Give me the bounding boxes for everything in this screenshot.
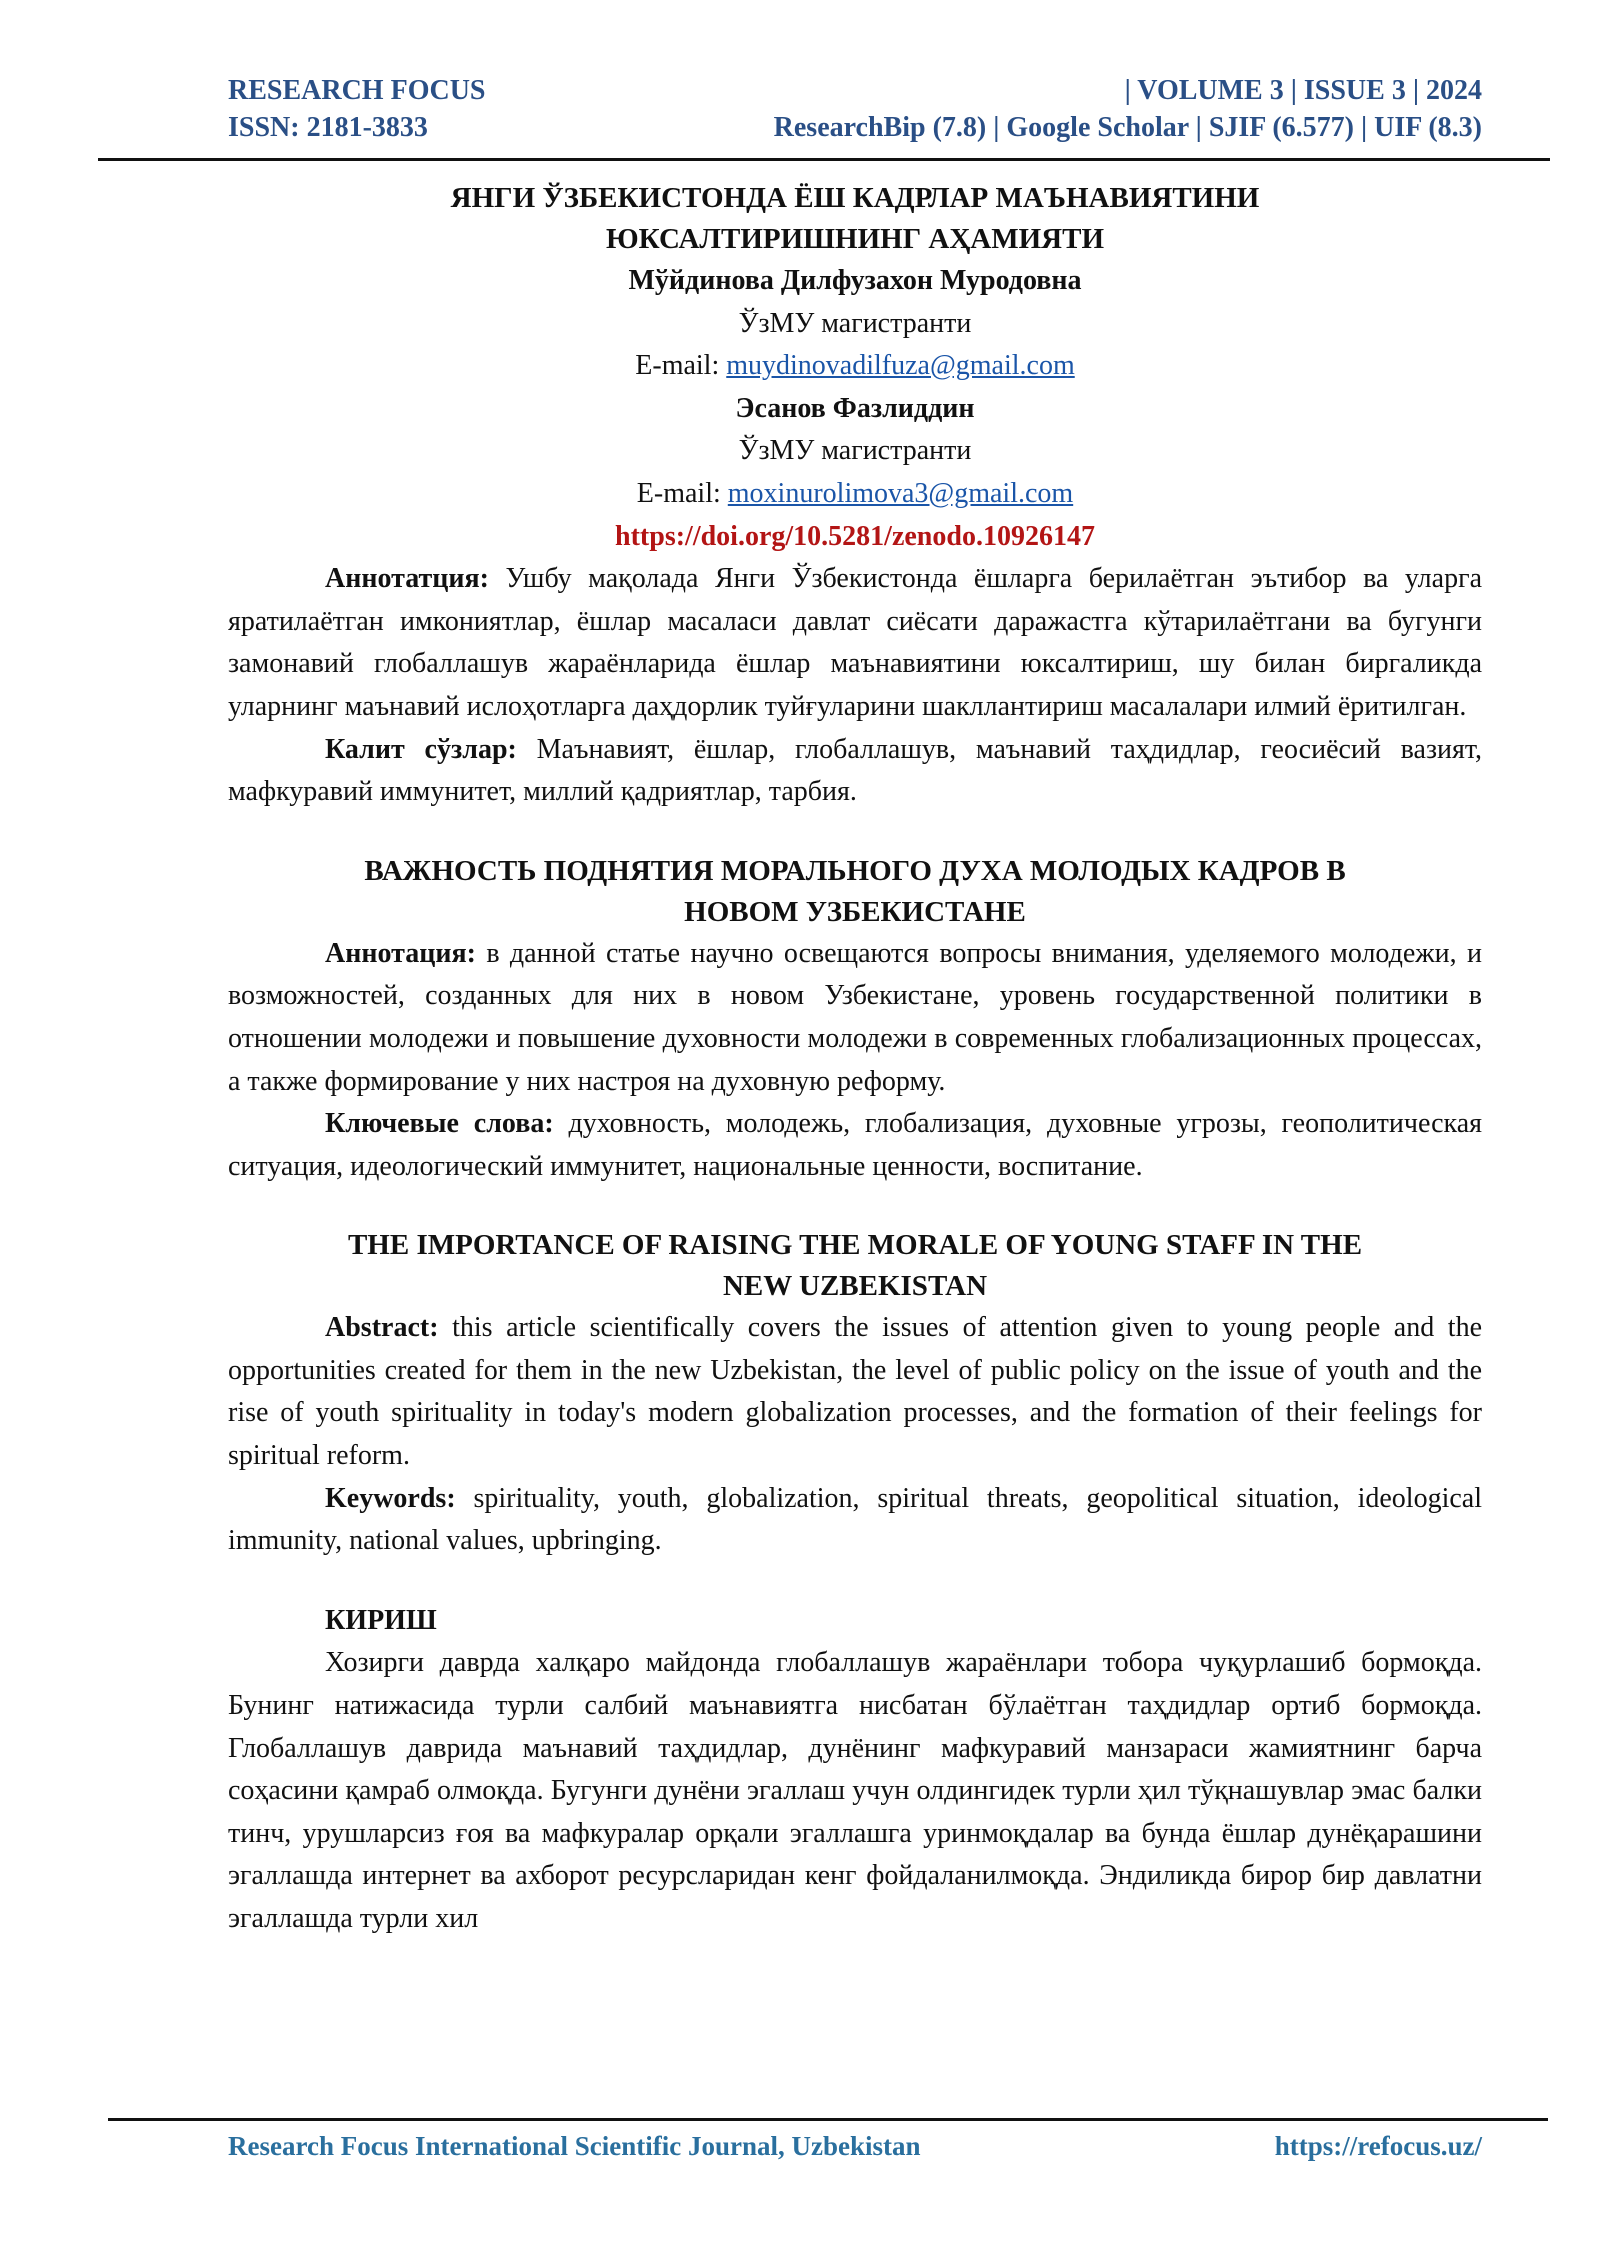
uz-abstract-label: Аннотатция: — [325, 563, 489, 595]
en-abstract-label: Abstract: — [325, 1312, 439, 1344]
ru-title-line-2: НОВОМ УЗБЕКИСТАНЕ — [684, 895, 1026, 928]
en-abstract — [228, 1307, 1482, 1477]
running-footer — [228, 2131, 1482, 2162]
author-name: Эсанов Фазлиддин — [735, 392, 975, 424]
ru-title — [228, 851, 1482, 933]
en-keywords — [228, 1478, 1482, 1563]
en-abstract-text: this article scientifically covers the issues of attention given to young people and the opportunities created for them in the new Uzbekistan, the level of public policy on the issue of youth and the rise of youth spirituality in today's modern globalization processes, and the formation of their feelings for spiritual reform. — [228, 1312, 1482, 1472]
header-divider — [98, 158, 1550, 161]
author-affiliation: ЎзМУ магистранти — [738, 435, 972, 467]
footer-divider — [108, 2118, 1548, 2121]
uz-keywords-label: Калит сўзлар: — [325, 733, 517, 765]
uz-abstract-text: Ушбу мақолада Янги Ўзбекистонда ёшларга берилаётган эътибор ва уларга яратилаётган имкониятлар, ёшлар масаласи давлат сиёсати даражастга кўтарилаётгани ва бугунги замонавий глобаллашув жараёнларида ёшлар маънавиятини юксалтириш, шу билан биргаликда уларнинг маънавий ислоҳотларга даҳдорлик туйғуларини шакллантириш масалалари илмий ёритилган. — [228, 563, 1482, 722]
running-header — [228, 72, 1482, 146]
author-name: Мўйдинова Дилфузахон Муродовна — [628, 265, 1082, 296]
email-label: E-mail: — [635, 350, 727, 382]
email-label: E-mail: — [636, 477, 728, 509]
author-email-line — [228, 345, 1482, 388]
ru-keywords — [228, 1103, 1482, 1188]
footer-url[interactable]: https://refocus.uz/ — [1274, 2131, 1482, 2161]
uz-keywords — [228, 729, 1482, 814]
en-keywords-label: Keywords: — [325, 1482, 456, 1514]
journal-name: RESEARCH FOCUS — [228, 75, 486, 106]
ru-title-line-1: ВАЖНОСТЬ ПОДНЯТИЯ МОРАЛЬНОГО ДУХА МОЛОДЫХ КАДРОВ В — [364, 854, 1346, 887]
en-keywords-text: spirituality, youth, globalization, spiritual threats, geopolitical situation, ideological immunity, national values, upbringing. — [228, 1482, 1482, 1557]
author-email-link[interactable]: moxinurolimova3@gmail.com — [727, 477, 1074, 509]
main-content — [228, 178, 1482, 1941]
authors-block — [228, 260, 1482, 558]
uz-keywords-text: Маънавият, ёшлар, глобаллашув, маънавий таҳдидлар, геосиёсий вазият, мафкуравий иммунитет, миллий қадриятлар, тарбия. — [228, 733, 1483, 808]
author-email-line — [228, 473, 1482, 516]
footer-journal: Research Focus International Scientific Journal, Uzbekistan — [228, 2131, 921, 2161]
en-title-line-1: THE IMPORTANCE OF RAISING THE MORALE OF YOUNG STAFF IN THE — [347, 1229, 1363, 1262]
en-title-line-2: NEW UZBEKISTAN — [722, 1270, 988, 1303]
ru-keywords-text: духовность, молодежь, глобализация, духовные угрозы, геополитическая ситуация, идеологический иммунитет, национальные ценности, воспитание. — [228, 1108, 1483, 1182]
intro-heading: КИРИШ — [325, 1604, 437, 1636]
author-affiliation: ЎзМУ магистранти — [738, 307, 972, 339]
spacer — [228, 814, 1482, 851]
doi-link[interactable]: https://doi.org/10.5281/zenodo.10926147 — [615, 520, 1095, 552]
uz-title — [228, 178, 1482, 260]
issn: ISSN: 2181-3833 — [228, 112, 428, 143]
en-title — [228, 1225, 1482, 1307]
ru-abstract-label: Аннотация: — [325, 937, 476, 969]
intro-paragraph: Хозирги даврда халқаро майдонда глобаллашув жараёнлари тобора чуқурлашиб бормоқда. Бунинг натижасида турли салбий маънавиятга нисбатан бўлаётган таҳдидлар ортиб бормоқда. Глобаллашув даврида маънавий таҳдидлар, дунёнинг мафкуравий манзараси жамиятнинг барча соҳасини қамраб олмоқда. Бугунги дунёни эгаллаш учун олдингидек турли ҳил тўқнашувлар эмас балки тинч, урушларсиз ғоя ва мафкуралар орқали эгаллашга уринмоқдалар ва бунда ёшлар дунёқарашини эгаллашда интернет ва ахборот ресурсларидан кенг фойдаланилмоқда. Эндиликда бирор бир давлатни эгаллашда турли хил — [228, 1647, 1482, 1934]
volume-issue: | VOLUME 3 | ISSUE 3 | 2024 — [1124, 75, 1482, 106]
uz-title-line-1: ЯНГИ ЎЗБЕКИСТОНДА ЁШ КАДРЛАР МАЪНАВИЯТИНИ — [450, 182, 1260, 214]
author-email-link[interactable]: muydinovadilfuza@gmail.com — [726, 350, 1075, 382]
ru-abstract-text: в данной статье научно освещаются вопросы внимания, уделяемого молодежи, и возможностей, созданных для них в новом Узбекистане, уровень государственной политики в отношении молодежи и повышение духовности молодежи в современных глобализационных процессах, а также формирование у них настроя на духовную реформу. — [228, 937, 1482, 1097]
indexing-info: ResearchBip (7.8) | Google Scholar | SJIF (6.577) | UIF (8.3) — [773, 112, 1482, 143]
uz-abstract — [228, 558, 1482, 728]
ru-abstract — [228, 933, 1482, 1103]
spacer — [228, 1188, 1482, 1225]
spacer — [228, 1563, 1482, 1600]
ru-keywords-label: Ключевые слова: — [325, 1108, 554, 1140]
uz-title-line-2: ЮКСАЛТИРИШНИНГ АҲАМИЯТИ — [606, 223, 1104, 255]
